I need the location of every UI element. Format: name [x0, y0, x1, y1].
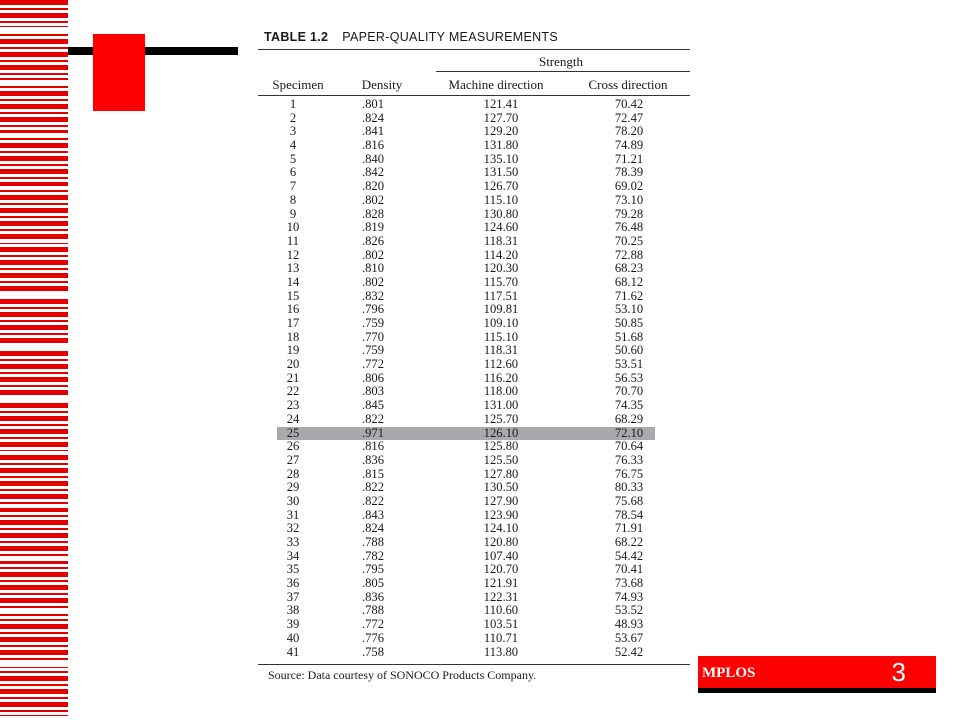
cell-machine-direction: 126.70	[483, 179, 519, 194]
cell-density: .840	[361, 151, 385, 166]
table-row	[258, 454, 678, 468]
cell-machine-direction: 120.80	[483, 535, 519, 549]
cell-machine-direction: 115.10	[483, 329, 519, 344]
cell-machine-direction: 127.70	[483, 110, 519, 125]
cell-cross-direction: 78.20	[614, 124, 644, 139]
cell-density: .772	[361, 617, 385, 632]
group-rule	[436, 71, 690, 72]
cell-specimen: 15	[286, 288, 300, 303]
cell-specimen: 35	[286, 562, 300, 577]
table-row	[258, 235, 678, 249]
cell-specimen: 27	[286, 452, 300, 467]
table-row	[258, 509, 678, 523]
cell-machine-direction: 124.60	[483, 220, 519, 235]
table-row	[258, 440, 678, 454]
cell-specimen: 39	[286, 617, 300, 632]
cell-specimen: 19	[286, 343, 300, 358]
table-row-highlighted	[277, 427, 655, 441]
cell-specimen: 37	[286, 589, 300, 604]
table-title	[264, 30, 558, 44]
table-row	[258, 632, 678, 646]
cell-machine-direction: 109.10	[483, 316, 519, 330]
cell-density: .828	[361, 206, 385, 221]
table-row	[258, 536, 678, 550]
cell-density: .802	[361, 192, 385, 207]
cell-machine-direction: 125.50	[483, 452, 519, 467]
table-row	[258, 290, 678, 304]
cell-density: .843	[361, 507, 385, 522]
cell-density: .758	[361, 644, 385, 659]
table-row	[258, 208, 678, 222]
cell-cross-direction: 72.88	[614, 247, 644, 262]
cell-specimen: 8	[289, 192, 297, 207]
col-header-machine-direction: Machine direction	[448, 77, 544, 92]
cell-specimen: 20	[286, 357, 300, 372]
cell-cross-direction: 52.42	[614, 644, 644, 659]
cell-density: .816	[361, 138, 385, 153]
cell-cross-direction: 71.21	[614, 151, 644, 166]
cell-cross-direction: 70.42	[614, 97, 644, 111]
cell-machine-direction: 123.90	[483, 507, 519, 522]
cell-machine-direction: 118.00	[483, 384, 519, 399]
cell-machine-direction: 116.20	[483, 370, 519, 385]
cell-machine-direction: 113.80	[483, 644, 519, 659]
cell-specimen: 12	[286, 247, 300, 262]
table-row	[258, 399, 678, 413]
cell-specimen: 28	[286, 466, 300, 481]
cell-density: .826	[361, 233, 385, 248]
cell-machine-direction: 109.81	[483, 302, 519, 317]
table-row	[258, 221, 678, 235]
cell-specimen: 21	[286, 370, 300, 385]
cell-cross-direction: 56.53	[614, 370, 644, 385]
cell-specimen: 30	[286, 493, 300, 508]
decorative-red-square	[93, 34, 145, 111]
cell-specimen: 7	[289, 179, 297, 194]
cell-cross-direction: 78.39	[614, 165, 644, 180]
table-row	[258, 522, 678, 536]
cell-machine-direction: 122.31	[483, 589, 519, 604]
cell-density: .806	[361, 370, 385, 385]
table-row	[258, 358, 678, 372]
top-rule	[258, 49, 690, 50]
table-row	[258, 303, 678, 317]
table-row	[258, 125, 678, 139]
cell-specimen: 11	[286, 233, 300, 248]
cell-specimen: 38	[286, 603, 300, 618]
cell-machine-direction: 135.10	[483, 151, 519, 166]
cell-machine-direction: 110.71	[483, 630, 519, 645]
cell-specimen: 32	[286, 521, 300, 536]
cell-cross-direction: 72.10	[614, 425, 644, 440]
cell-density: .802	[361, 274, 385, 289]
cell-cross-direction: 76.75	[614, 466, 644, 481]
cell-density: .805	[361, 576, 385, 591]
cell-cross-direction: 68.12	[614, 274, 644, 289]
table-row	[258, 495, 678, 509]
cell-density: .842	[361, 165, 385, 180]
cell-cross-direction: 73.10	[614, 192, 644, 207]
cell-specimen: 33	[286, 535, 300, 549]
cell-density: .770	[361, 329, 385, 344]
cell-cross-direction: 69.02	[614, 179, 644, 194]
cell-cross-direction: 68.22	[614, 535, 644, 549]
cell-density: .788	[361, 535, 385, 549]
cell-density: .795	[361, 562, 385, 577]
cell-machine-direction: 112.60	[483, 357, 519, 372]
table-row	[258, 468, 678, 482]
table-row	[258, 249, 678, 263]
cell-cross-direction: 79.28	[614, 206, 644, 221]
cell-cross-direction: 53.52	[614, 603, 644, 618]
cell-specimen: 36	[286, 576, 300, 591]
table-body	[258, 98, 678, 659]
cell-specimen: 31	[286, 507, 300, 522]
cell-density: .824	[361, 110, 385, 125]
table-row	[258, 646, 678, 660]
cell-machine-direction: 121.41	[483, 97, 519, 111]
cell-density: .772	[361, 357, 385, 372]
table-row	[258, 413, 678, 427]
cell-specimen: 34	[286, 548, 300, 563]
cell-density: .820	[361, 179, 385, 194]
cell-machine-direction: 125.70	[483, 411, 519, 426]
cell-density: .822	[361, 411, 385, 426]
cell-specimen: 13	[286, 261, 300, 276]
cell-machine-direction: 115.10	[483, 192, 519, 207]
cell-density: .803	[361, 384, 385, 399]
cell-density: .816	[361, 439, 385, 454]
cell-machine-direction: 124.10	[483, 521, 519, 536]
cell-machine-direction: 110.60	[483, 603, 519, 618]
cell-density: .776	[361, 630, 385, 645]
cell-cross-direction: 70.64	[614, 439, 644, 454]
cell-density: .822	[361, 480, 385, 495]
cell-cross-direction: 73.68	[614, 576, 644, 591]
col-header-density: Density	[361, 77, 403, 92]
table-row	[258, 166, 678, 180]
table-row	[258, 481, 678, 495]
cell-density: .836	[361, 589, 385, 604]
table-row	[258, 372, 678, 386]
table-row	[258, 112, 678, 126]
cell-machine-direction: 129.20	[483, 124, 519, 139]
cell-cross-direction: 74.93	[614, 589, 644, 604]
table-row	[258, 317, 678, 331]
cell-specimen: 25	[286, 425, 300, 440]
cell-density: .841	[361, 124, 385, 139]
cell-machine-direction: 120.70	[483, 562, 519, 577]
cell-cross-direction: 53.51	[614, 357, 644, 372]
cell-machine-direction: 120.30	[483, 261, 519, 276]
cell-density: .759	[361, 343, 385, 358]
cell-specimen: 3	[289, 124, 297, 139]
cell-density: .810	[361, 261, 385, 276]
cell-specimen: 18	[286, 329, 300, 344]
cell-cross-direction: 70.41	[614, 562, 644, 577]
cell-cross-direction: 71.62	[614, 288, 644, 303]
cell-specimen: 6	[289, 165, 297, 180]
table-title-text: PAPER-QUALITY MEASUREMENTS	[342, 30, 559, 44]
table-row	[258, 577, 678, 591]
cell-cross-direction: 68.23	[614, 261, 644, 276]
cell-density: .832	[361, 288, 385, 303]
cell-cross-direction: 74.89	[614, 138, 644, 153]
cell-specimen: 40	[286, 630, 300, 645]
cell-machine-direction: 130.50	[483, 480, 519, 495]
cell-cross-direction: 48.93	[614, 617, 644, 632]
cell-specimen: 4	[289, 138, 297, 153]
cell-machine-direction: 131.80	[483, 138, 519, 153]
table-row	[258, 591, 678, 605]
cell-density: .802	[361, 247, 385, 262]
decorative-stripes-gaps	[0, 0, 68, 720]
cell-machine-direction: 103.51	[483, 617, 519, 632]
cell-density: .822	[361, 493, 385, 508]
cell-cross-direction: 51.68	[614, 329, 644, 344]
cell-machine-direction: 131.00	[483, 398, 519, 413]
strength-group-header: Strength	[538, 54, 584, 69]
cell-density: .824	[361, 521, 385, 536]
cell-specimen: 1	[289, 97, 297, 111]
cell-specimen: 14	[286, 274, 300, 289]
table-row	[258, 194, 678, 208]
cell-specimen: 24	[286, 411, 300, 426]
cell-machine-direction: 127.80	[483, 466, 519, 481]
cell-cross-direction: 75.68	[614, 493, 644, 508]
cell-specimen: 41	[286, 644, 300, 659]
cell-density: .788	[361, 603, 385, 618]
cell-specimen: 10	[286, 220, 300, 235]
cell-machine-direction: 127.90	[483, 493, 519, 508]
cell-cross-direction: 80.33	[614, 480, 644, 495]
cell-cross-direction: 50.60	[614, 343, 644, 358]
cell-cross-direction: 74.35	[614, 398, 644, 413]
cell-density: .845	[361, 398, 385, 413]
cell-specimen: 5	[289, 151, 297, 166]
table-row	[258, 550, 678, 564]
cell-cross-direction: 76.48	[614, 220, 644, 235]
table-row	[258, 153, 678, 167]
page-number: 3	[891, 657, 906, 687]
table-row	[258, 604, 678, 618]
cell-density: .801	[361, 97, 385, 111]
cell-machine-direction: 130.80	[483, 206, 519, 221]
footer-text: MPLOS	[702, 665, 756, 681]
cell-density: .971	[361, 425, 385, 440]
cell-machine-direction: 107.40	[483, 548, 519, 563]
footer-bar	[698, 656, 936, 693]
cell-density: .819	[361, 220, 385, 235]
cell-specimen: 23	[286, 398, 300, 413]
cell-cross-direction: 78.54	[614, 507, 644, 522]
cell-machine-direction: 121.91	[483, 576, 519, 591]
cell-specimen: 17	[286, 316, 300, 330]
table-row	[258, 262, 678, 276]
cell-cross-direction: 71.91	[614, 521, 644, 536]
cell-specimen: 26	[286, 439, 300, 454]
cell-cross-direction: 72.47	[614, 110, 644, 125]
cell-specimen: 22	[286, 384, 300, 399]
cell-specimen: 2	[289, 110, 297, 125]
table-label: TABLE 1.2	[264, 30, 329, 44]
table-row	[258, 563, 678, 577]
cell-machine-direction: 117.51	[483, 288, 519, 303]
cell-machine-direction: 125.80	[483, 439, 519, 454]
cell-specimen: 29	[286, 480, 300, 495]
cell-density: .815	[361, 466, 385, 481]
cell-specimen: 16	[286, 302, 300, 317]
table-row	[258, 618, 678, 632]
cell-cross-direction: 53.10	[614, 302, 644, 317]
cell-machine-direction: 126.10	[483, 425, 519, 440]
cell-machine-direction: 118.31	[483, 343, 519, 358]
cell-machine-direction: 131.50	[483, 165, 519, 180]
cell-machine-direction: 114.20	[483, 247, 519, 262]
cell-density: .796	[361, 302, 385, 317]
table-row	[258, 385, 678, 399]
cell-density: .836	[361, 452, 385, 467]
cell-cross-direction: 70.25	[614, 233, 644, 248]
col-header-cross-direction: Cross direction	[588, 77, 668, 92]
cell-cross-direction: 68.29	[614, 411, 644, 426]
table-source-note: Source: Data courtesy of SONOCO Products Company.	[268, 668, 537, 682]
cell-cross-direction: 50.85	[614, 316, 644, 330]
table-row	[258, 331, 678, 345]
col-header-specimen: Specimen	[272, 77, 324, 92]
bottom-rule	[258, 664, 690, 665]
table-row	[258, 98, 678, 112]
cell-machine-direction: 118.31	[483, 233, 519, 248]
header-rule	[258, 95, 690, 96]
table-row	[258, 344, 678, 358]
cell-cross-direction: 53.67	[614, 630, 644, 645]
cell-cross-direction: 54.42	[614, 548, 644, 563]
cell-cross-direction: 70.70	[614, 384, 644, 399]
table-scan-image	[238, 18, 698, 694]
table-row	[258, 139, 678, 153]
cell-machine-direction: 115.70	[483, 274, 519, 289]
cell-specimen: 9	[289, 206, 297, 221]
cell-density: .759	[361, 316, 385, 330]
table-row	[258, 180, 678, 194]
cell-cross-direction: 76.33	[614, 452, 644, 467]
cell-density: .782	[361, 548, 385, 563]
table-row	[258, 276, 678, 290]
